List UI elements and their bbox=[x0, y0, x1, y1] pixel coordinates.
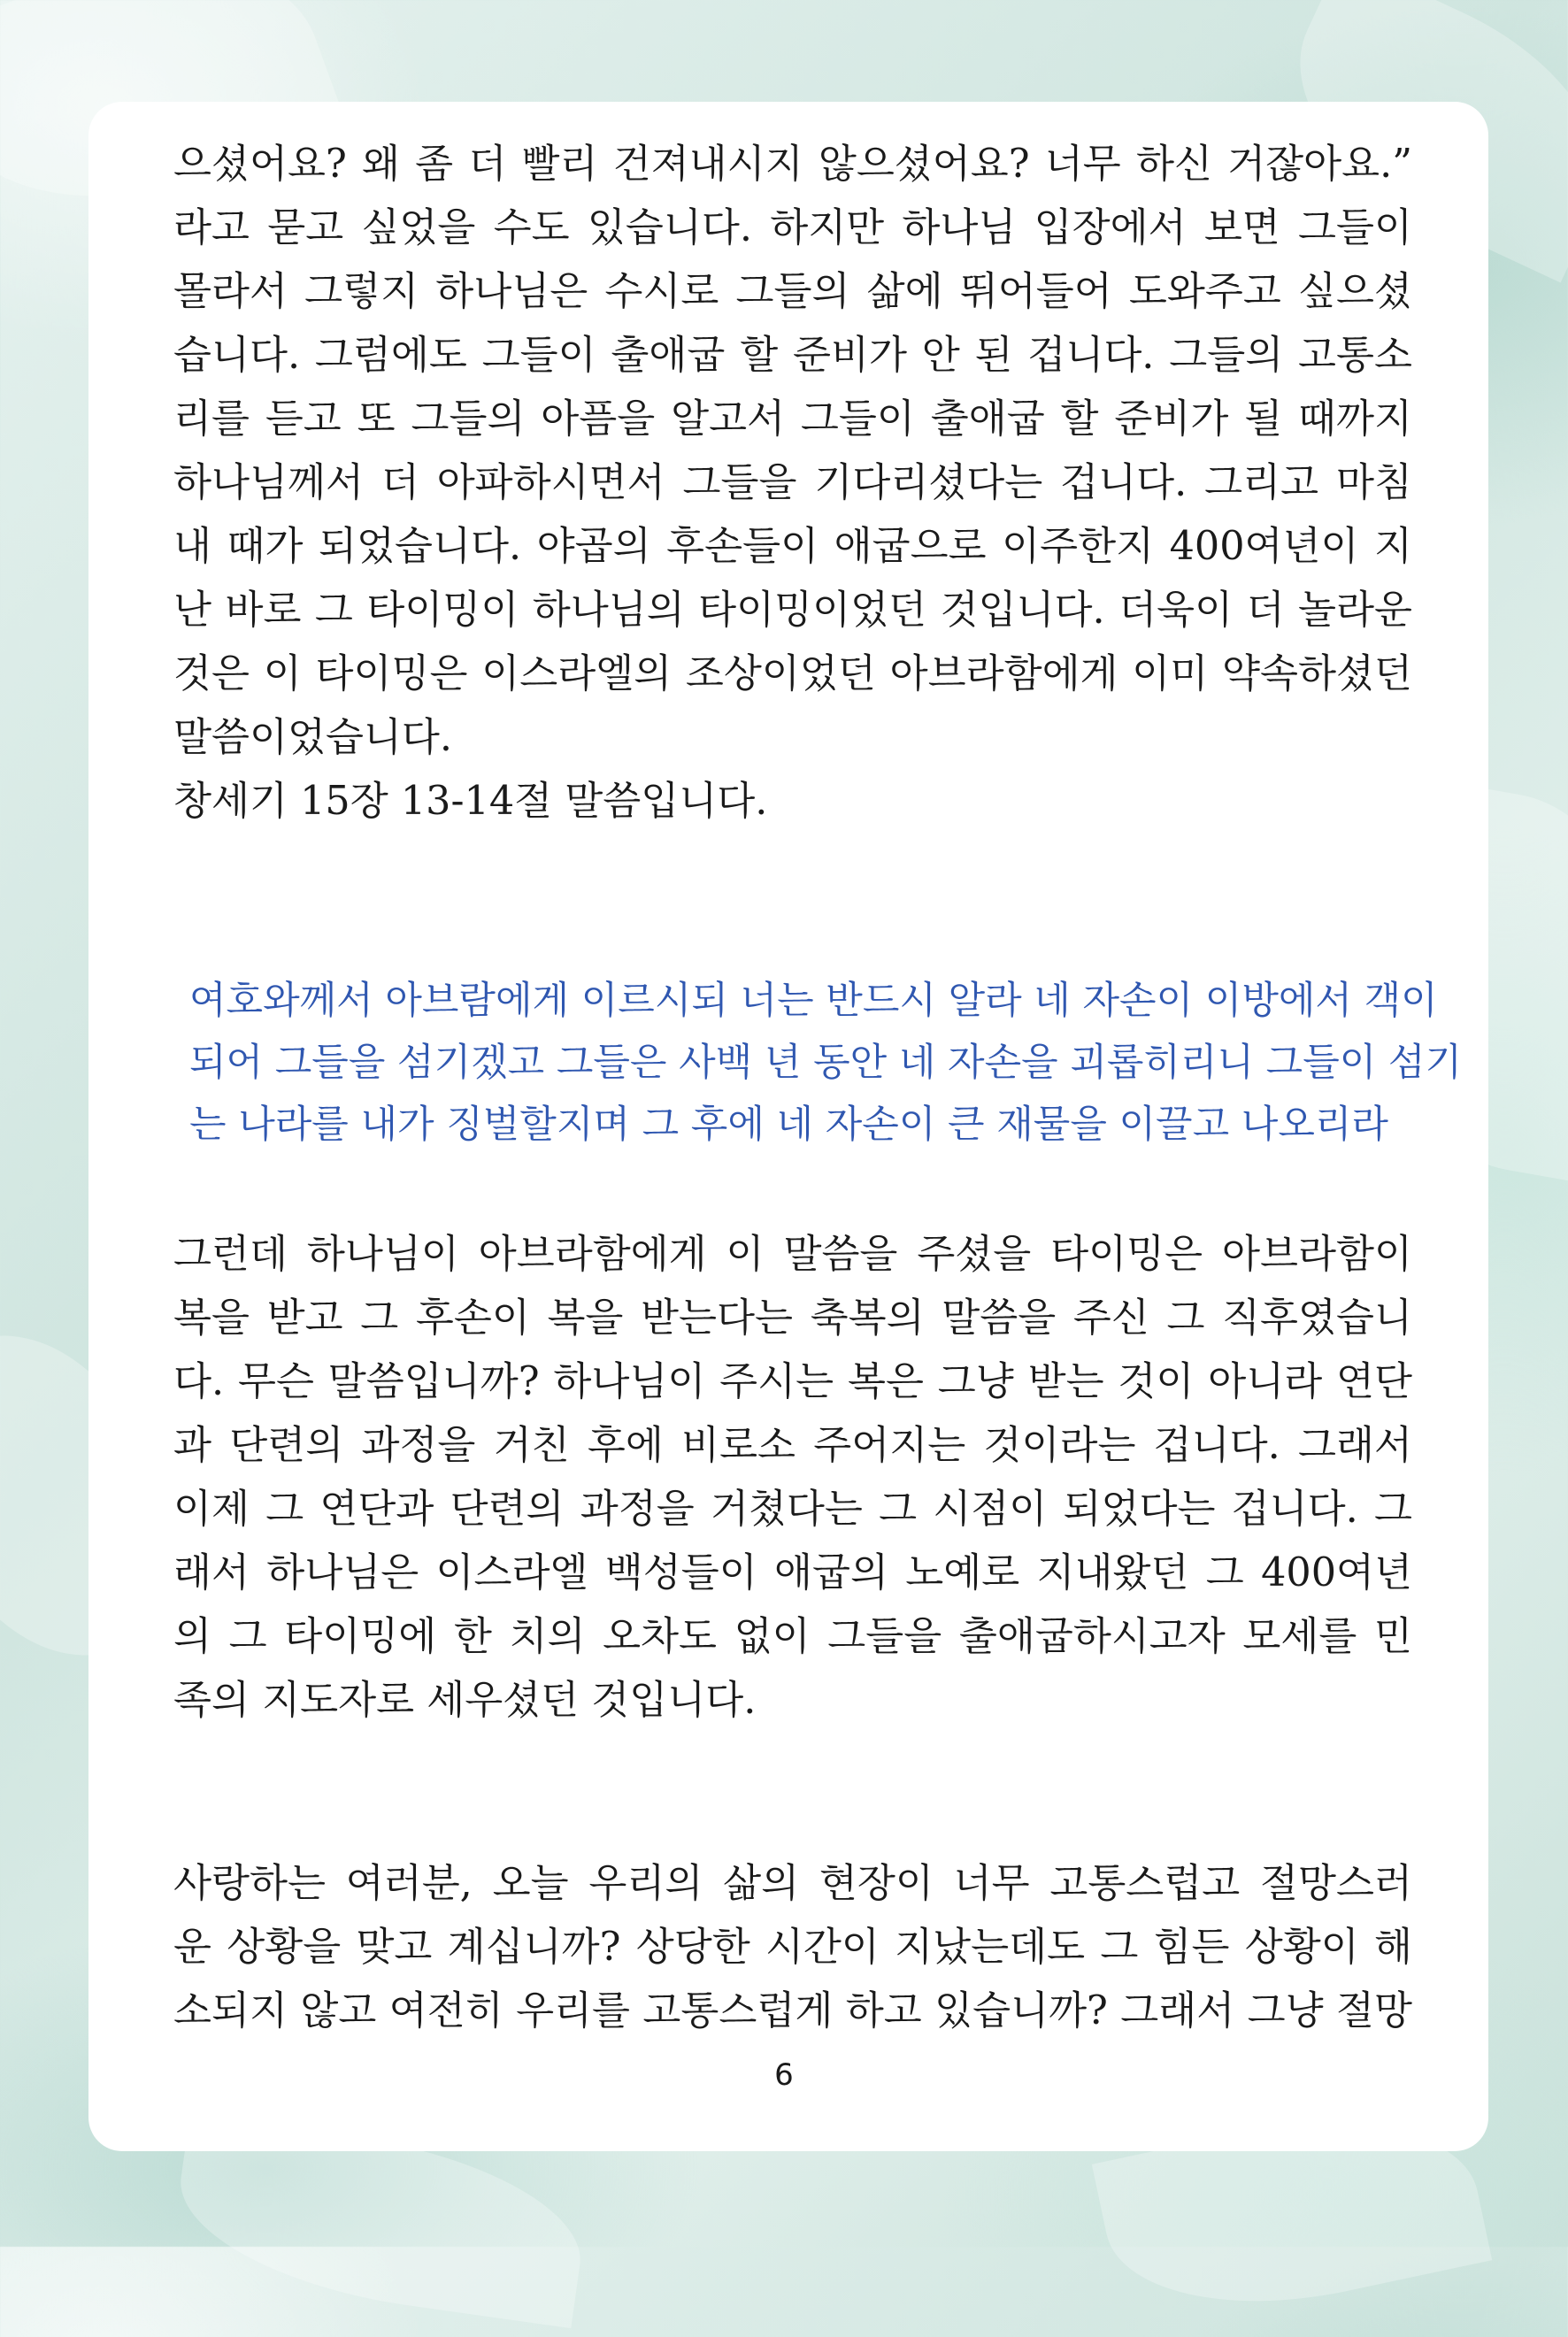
text-line: 운 상황을 맞고 계십니까? 상당한 시간이 지났는데도 그 힘든 상황이 해 bbox=[173, 1925, 1412, 1970]
paragraph-1 bbox=[173, 133, 1412, 834]
text-line: 습니다. 그럼에도 그들이 출애굽 할 준비가 안 된 겁니다. 그들의 고통소 bbox=[173, 333, 1412, 378]
text-line: 복을 받고 그 후손이 복을 받는다는 축복의 말씀을 주신 그 직후였습니 bbox=[173, 1295, 1412, 1341]
text-line: 사랑하는 여러분, 오늘 우리의 삶의 현장이 너무 고통스럽고 절망스러 bbox=[173, 1861, 1412, 1906]
page-number: 6 bbox=[774, 2057, 794, 2093]
scripture-quote bbox=[189, 970, 1463, 1156]
scripture-reference: 창세기 15장 13-14절 말씀입니다. bbox=[173, 779, 768, 824]
text-line: 내 때가 되었습니다. 야곱의 후손들이 애굽으로 이주한지 400여년이 지 bbox=[173, 524, 1412, 569]
text-line: 하나님께서 더 아파하시면서 그들을 기다리셨다는 겁니다. 그리고 마침 bbox=[173, 460, 1412, 505]
text-line: 의 그 타이밍에 한 치의 오차도 없이 그들을 출애굽하시고자 모세를 민 bbox=[173, 1614, 1412, 1659]
quote-line: 되어 그들을 섬기겠고 그들은 사백 년 동안 네 자손을 괴롭히리니 그들이 섬기 bbox=[189, 1041, 1463, 1085]
text-line: 으셨어요? 왜 좀 더 빨리 건져내시지 않으셨어요? 너무 하신 거잖아요.” bbox=[173, 142, 1412, 187]
quote-line: 여호와께서 아브람에게 이르시되 너는 반드시 알라 네 자손이 이방에서 객이 bbox=[189, 979, 1438, 1023]
text-line: 것은 이 타이밍은 이스라엘의 조상이었던 아브라함에게 이미 약속하셨던 bbox=[173, 651, 1412, 696]
quote-line: 는 나라를 내가 징벌할지며 그 후에 네 자손이 큰 재물을 이끌고 나오리라 bbox=[189, 1103, 1388, 1147]
text-line: 이제 그 연단과 단련의 과정을 거쳤다는 그 시점이 되었다는 겁니다. 그 bbox=[173, 1487, 1412, 1532]
paragraph-2 bbox=[173, 1223, 1412, 1733]
text-line: 라고 묻고 싶었을 수도 있습니다. 하지만 하나님 입장에서 보면 그들이 bbox=[173, 205, 1412, 250]
text-line: 몰라서 그렇지 하나님은 수시로 그들의 삶에 뛰어들어 도와주고 싶으셨 bbox=[173, 269, 1412, 314]
text-line: 난 바로 그 타이밍이 하나님의 타이밍이었던 것입니다. 더욱이 더 놀라운 bbox=[173, 588, 1412, 633]
text-line: 족의 지도자로 세우셨던 것입니다. bbox=[173, 1678, 757, 1723]
text-line: 래서 하나님은 이스라엘 백성들이 애굽의 노예로 지내왔던 그 400여년 bbox=[173, 1550, 1412, 1595]
text-line: 다. 무슨 말씀입니까? 하나님이 주시는 복은 그냥 받는 것이 아니라 연단 bbox=[173, 1359, 1412, 1404]
paragraph-3 bbox=[173, 1852, 1412, 2043]
text-line: 소되지 않고 여전히 우리를 고통스럽게 하고 있습니까? 그래서 그냥 절망 bbox=[173, 1988, 1412, 2033]
text-line: 그런데 하나님이 아브라함에게 이 말씀을 주셨을 타이밍은 아브라함이 bbox=[173, 1232, 1412, 1277]
text-line: 말씀이었습니다. bbox=[173, 715, 453, 760]
text-line: 과 단련의 과정을 거친 후에 비로소 주어지는 것이라는 겁니다. 그래서 bbox=[173, 1423, 1412, 1468]
text-line: 리를 듣고 또 그들의 아픔을 알고서 그들이 출애굽 할 준비가 될 때까지 bbox=[173, 396, 1412, 442]
